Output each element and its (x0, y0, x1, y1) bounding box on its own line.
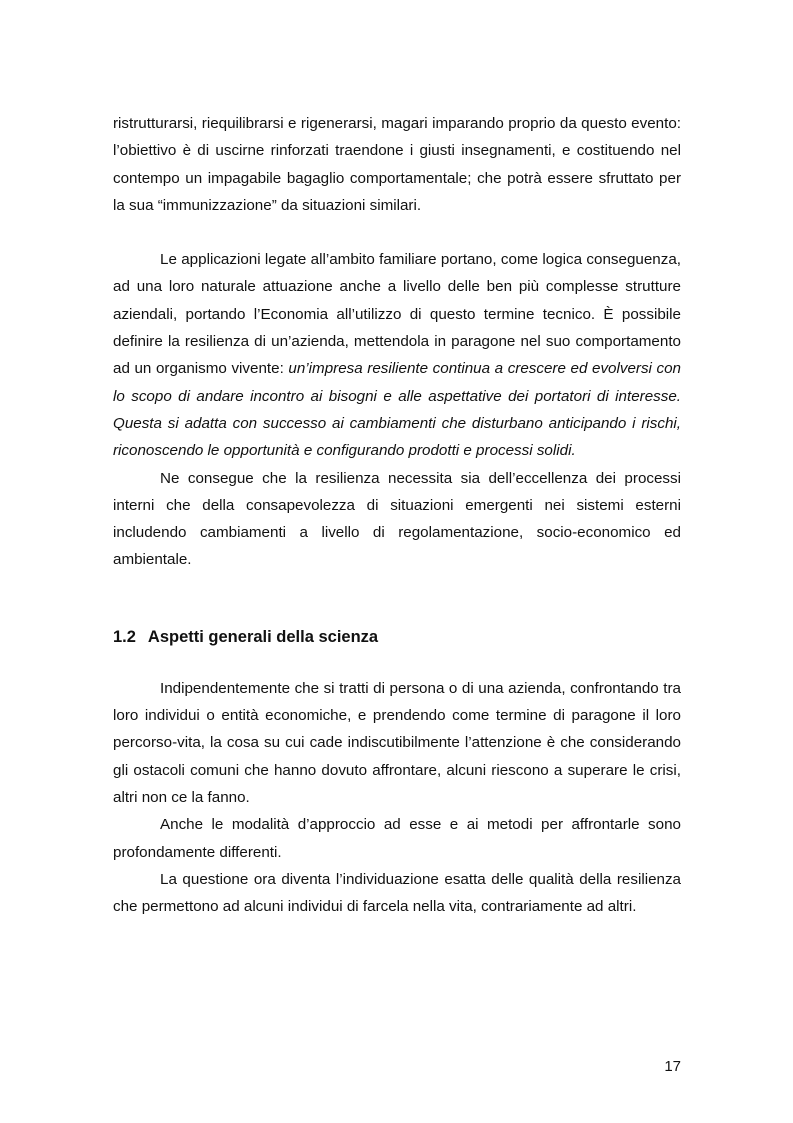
paragraph-business-resilience (113, 246, 681, 464)
paragraph-comparison: Indipendentemente che si tratti di persona o di una azienda, confrontando tra loro individui o entità economiche, e prendendo come termine di paragone il loro percorso-vita, la cosa su cui cade indiscutibilmente l’attenzione è che considerando gli ostacoli comuni che hanno dovuto affrontare, alcuni riescono a superare le crisi, altri non ce la fanno. (113, 679, 681, 806)
paragraph-approach: Anche le modalità d’approccio ad esse e ai metodi per affrontarle sono profondamente differenti. (113, 816, 681, 861)
document-page (113, 110, 681, 920)
page-number: 17 (664, 1058, 681, 1075)
paragraph-continuation: ristrutturarsi, riequilibrarsi e rigenerarsi, magari imparando proprio da questo evento: l’obiettivo è di uscirne rinforzati traendone i giusti insegnamenti, e costituendo nel contempo un impagabile bagaglio comportamentale; che potrà essere sfruttato per la sua “immunizzazione” da situazioni similari. (113, 115, 681, 214)
section-heading (113, 624, 681, 650)
section-title: Aspetti generali della scienza (147, 627, 379, 646)
paragraph-consequence: Ne consegue che la resilienza necessita sia dell’eccellenza dei processi interni che della consapevolezza di situazioni emergenti nei sistemi esterni includendo cambiamenti a livello di regolamentazione, socio-economico ed ambientale. (113, 469, 681, 569)
italic-definition: un’impresa resiliente continua a crescere ed evolversi con lo scopo di andare incontro ai bisogni e alle aspettative dei portatori di interesse. Questa si adatta con successo ai cambiamenti che disturbano anticipando i rischi, riconoscendo le opportunità e configurando prodotti e processi solidi. (113, 360, 682, 460)
paragraph-text: Le applicazioni legate all’ambito familiare portano, come logica conseguenza, ad una loro naturale attuazione anche a livello delle ben più complesse strutture aziendali, portando l’Economia all’utilizzo di questo termine tecnico. È possibile definire la resilienza di un’azienda, mettendola in paragone nel suo comportamento ad un organismo vivente: (113, 251, 681, 378)
paragraph-question: La questione ora diventa l’individuazione esatta delle qualità della resilienza che permettono ad alcuni individui di farcela nella vita, contrariamente ad altri. (113, 870, 681, 916)
section-number: 1.2 (113, 627, 136, 646)
